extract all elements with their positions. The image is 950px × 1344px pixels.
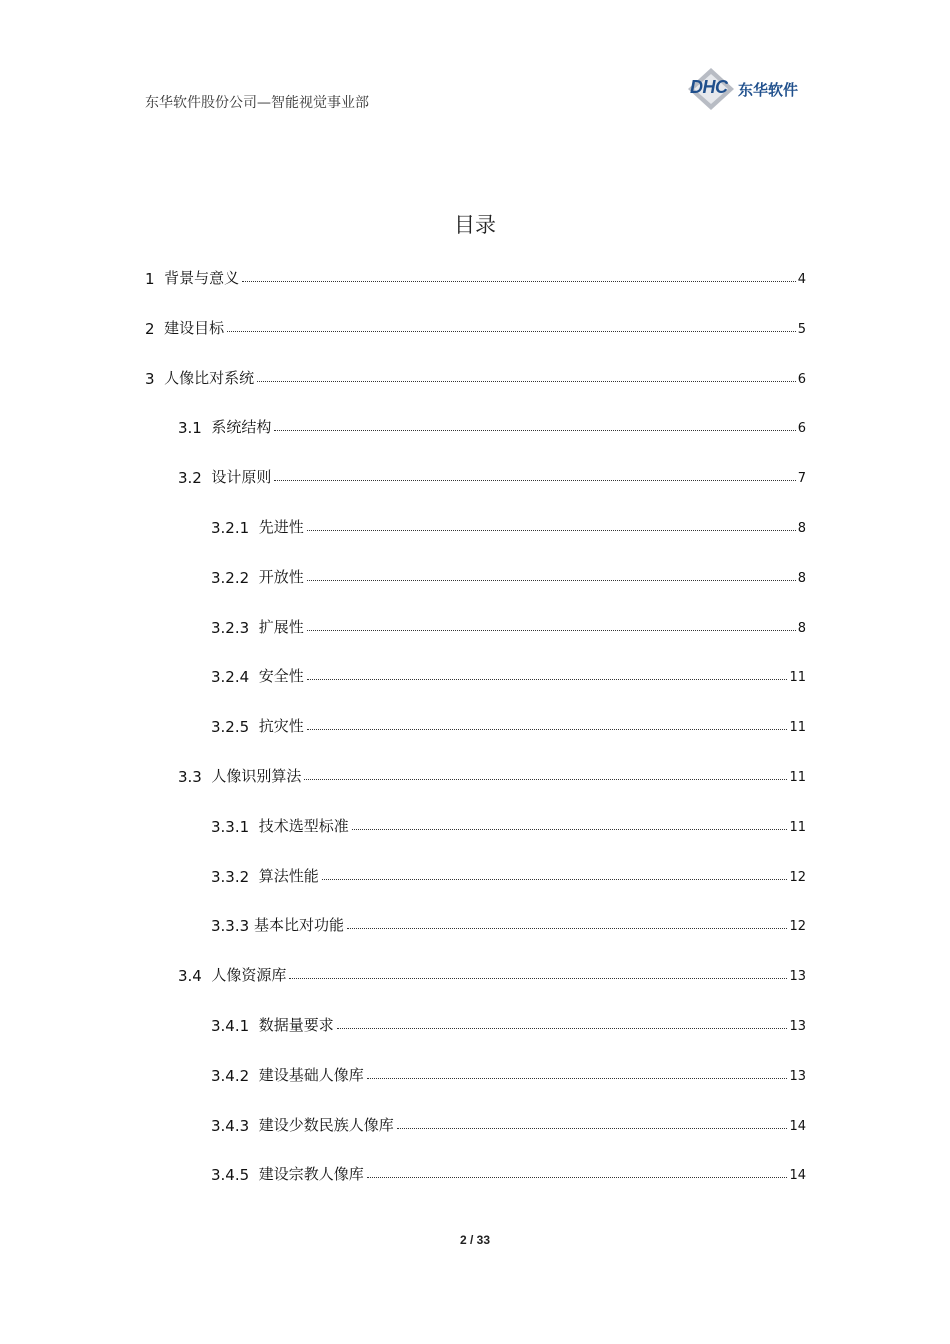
toc-entry-title: 技术选型标准 — [258, 817, 349, 835]
toc-entry[interactable] — [145, 314, 806, 338]
toc-entry-number: 3.2 — [178, 469, 212, 487]
toc-entry-page: 5 — [797, 322, 806, 337]
toc-entry-number: 3.4.2 — [211, 1067, 259, 1085]
toc-entry-number: 3.2.5 — [211, 718, 259, 736]
toc-leader-dots — [352, 829, 788, 830]
toc-entry-number: 3.3 — [178, 768, 212, 786]
toc-entry-title: 人像比对系统 — [164, 369, 255, 387]
toc-leader-dots — [322, 879, 788, 880]
toc-entry[interactable] — [145, 364, 806, 388]
toc-entry-title: 建设目标 — [164, 319, 225, 337]
toc-entry[interactable] — [211, 662, 806, 686]
toc-entry-page: 6 — [797, 372, 806, 387]
toc-entry-number: 3.3.2 — [211, 868, 259, 886]
toc-entry-page: 13 — [789, 1019, 806, 1034]
toc-entry-page: 13 — [789, 1069, 806, 1084]
toc-entry-number: 3.4.1 — [211, 1017, 259, 1035]
toc-leader-dots — [307, 679, 788, 680]
toc-entry-title: 扩展性 — [258, 618, 304, 636]
toc-entry-page: 11 — [789, 720, 806, 735]
toc-leader-dots — [242, 281, 796, 282]
toc-entry[interactable] — [178, 413, 806, 437]
toc-entry[interactable] — [211, 1061, 806, 1085]
toc-leader-dots — [307, 630, 796, 631]
toc-entry-number: 3.3.3 — [211, 917, 254, 935]
toc-entry[interactable] — [211, 563, 806, 587]
toc-leader-dots — [307, 530, 796, 531]
toc-leader-dots — [367, 1177, 788, 1178]
toc-entry[interactable] — [178, 961, 806, 985]
toc-entry[interactable] — [211, 613, 806, 637]
toc-entry-title: 背景与意义 — [164, 269, 240, 287]
toc-entry-number: 3.2.4 — [211, 668, 259, 686]
logo-diamond-mark — [688, 68, 734, 110]
toc-entry[interactable] — [145, 264, 806, 288]
toc-leader-dots — [227, 331, 796, 332]
toc-entry-title: 先进性 — [258, 518, 304, 536]
toc-entry-title: 建设少数民族人像库 — [258, 1116, 394, 1134]
toc-leader-dots — [347, 928, 788, 929]
company-logo — [688, 68, 798, 110]
logo-dhc-text: DHC — [690, 77, 728, 97]
toc-entry-number: 3.2.3 — [211, 619, 259, 637]
toc-entry[interactable] — [211, 911, 806, 935]
header-company: 东华软件股份公司—智能视觉事业部 — [145, 95, 369, 111]
toc-entry-page: 11 — [789, 770, 806, 785]
toc-entry-page: 12 — [789, 919, 806, 934]
toc-entry-page: 14 — [789, 1119, 806, 1134]
toc-entry-number: 3.4.5 — [211, 1166, 259, 1184]
toc-entry-number: 3.2.1 — [211, 519, 259, 537]
toc-entry-number: 3.4.3 — [211, 1117, 259, 1135]
toc-entry-page: 4 — [797, 272, 806, 287]
toc-entry-number: 2 — [145, 320, 165, 338]
toc-entry-title: 数据量要求 — [258, 1016, 334, 1034]
toc-leader-dots — [337, 1028, 788, 1029]
logo-cn-text: 东华软件 — [738, 80, 799, 99]
toc-entry-title: 抗灾性 — [258, 717, 304, 735]
toc-entry-title: 开放性 — [258, 568, 304, 586]
toc-entry-page: 6 — [797, 421, 806, 436]
toc-entry[interactable] — [211, 1160, 806, 1184]
toc-entry-page: 11 — [789, 820, 806, 835]
toc-entry[interactable] — [211, 712, 806, 736]
toc-entry[interactable] — [211, 1111, 806, 1135]
toc-entry-number: 1 — [145, 270, 165, 288]
toc-entry-title: 建设宗教人像库 — [258, 1165, 364, 1183]
toc-leader-dots — [289, 978, 787, 979]
toc-leader-dots — [397, 1128, 788, 1129]
toc-leader-dots — [367, 1078, 788, 1079]
toc-entry-number: 3 — [145, 370, 165, 388]
toc-leader-dots — [274, 430, 795, 431]
toc-entry-number: 3.1 — [178, 419, 212, 437]
toc-entry[interactable] — [178, 762, 806, 786]
toc-entry-title: 算法性能 — [258, 867, 319, 885]
toc-entry-title: 系统结构 — [211, 418, 272, 436]
toc-entry[interactable] — [211, 1011, 806, 1035]
toc-entry-page: 7 — [797, 471, 806, 486]
toc-entry-title: 人像资源库 — [211, 966, 287, 984]
toc-entry-page: 8 — [797, 621, 806, 636]
toc-entry-page: 12 — [789, 870, 806, 885]
toc-entry-title: 安全性 — [258, 667, 304, 685]
page-number: 2 / 33 — [459, 1233, 491, 1247]
toc-entry-title: 设计原则 — [211, 468, 272, 486]
toc-title: 目录 — [454, 213, 496, 237]
toc-leader-dots — [307, 729, 788, 730]
toc-entry[interactable] — [178, 463, 806, 487]
toc-entry-page: 8 — [797, 571, 806, 586]
toc-leader-dots — [274, 480, 795, 481]
toc-entry-number: 3.4 — [178, 967, 212, 985]
toc-entry-page: 14 — [789, 1168, 806, 1183]
toc-entry-title: 基本比对功能 — [253, 916, 344, 934]
toc-entry-title: 人像识别算法 — [211, 767, 302, 785]
toc-entry-page: 13 — [789, 969, 806, 984]
toc-entry-page: 11 — [789, 670, 806, 685]
toc-leader-dots — [257, 381, 796, 382]
toc-entry[interactable] — [211, 513, 806, 537]
toc-entry-page: 8 — [797, 521, 806, 536]
toc-entry-number: 3.2.2 — [211, 569, 259, 587]
toc-entry-title: 建设基础人像库 — [258, 1066, 364, 1084]
toc-entry-number: 3.3.1 — [211, 818, 259, 836]
toc-leader-dots — [307, 580, 796, 581]
toc-leader-dots — [304, 779, 787, 780]
toc-entry[interactable] — [211, 862, 806, 886]
toc-entry[interactable] — [211, 812, 806, 836]
